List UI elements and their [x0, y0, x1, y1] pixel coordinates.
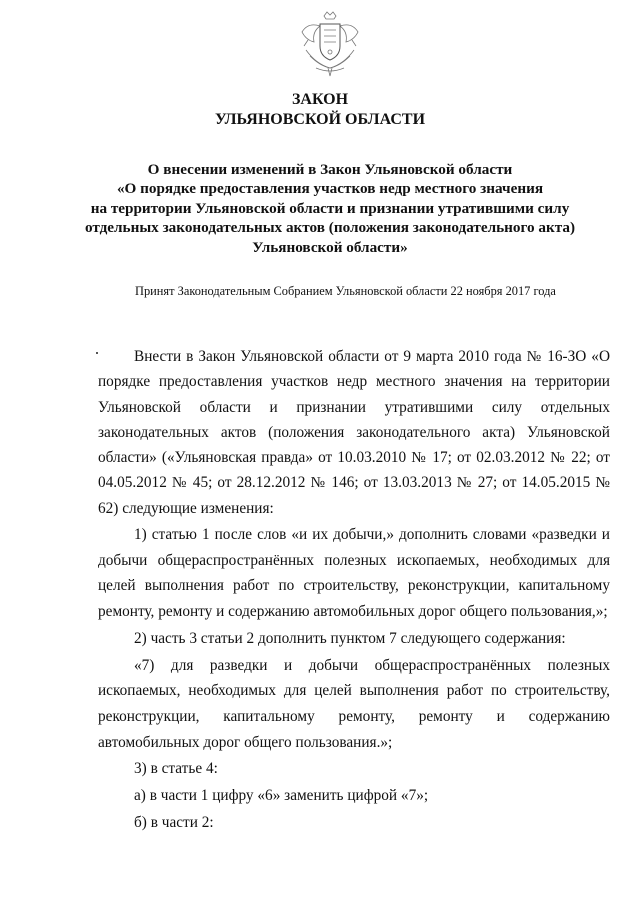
item-3a-paragraph: а) в части 1 цифру «6» заменить цифрой «7»;	[134, 787, 429, 805]
law-body	[98, 344, 610, 836]
subject-line: «О порядке предоставления участков недр местного значения	[116, 180, 544, 198]
law-subject	[60, 160, 600, 257]
subject-line: О внесении изменений в Закон Ульяновской области	[147, 161, 513, 178]
item-1-paragraph: 1) статью 1 после слов «и их добычи,» дополнить словами «разведки и добычи общераспространённых полезных ископаемых, необходимых для целей выполнения работ по строительству, реконструкции, капитальному ремонту, ремонту и содержанию автомобильных дорог общего пользования,»;	[98, 526, 610, 621]
adoption-note: Принят Законодательным Собранием Ульяновской области 22 ноября 2017 года	[135, 284, 556, 298]
item-2-paragraph: 2) часть 3 статьи 2 дополнить пунктом 7 следующего содержания:	[134, 629, 566, 647]
subject-line: на территории Ульяновской области и признании утратившими силу	[90, 199, 570, 217]
subject-line: отдельных законодательных актов (положения законодательного акта)	[84, 219, 576, 237]
item-3b-paragraph: б) в части 2:	[134, 813, 214, 831]
region-title: УЛЬЯНОВСКОЙ ОБЛАСТИ	[214, 111, 426, 128]
law-title: ЗАКОН	[291, 91, 349, 108]
intro-paragraph: Внести в Закон Ульяновской области от 9 марта 2010 года № 16-ЗО «О порядке предоставления участков недр местного значения на территории Ульяновской области и признании утратившими силу отдельных законодательных актов (положения законодательного акта) Ульяновской области» («Ульяновская правда» от 10.03.2010 № 17; от 02.03.2012 № 22; от 04.05.2012 № 45; от 28.12.2012 № 146; от 13.03.2013 № 27; от 14.05.2015 № 62) следующие изменения:	[98, 348, 610, 517]
subject-line: Ульяновской области»	[252, 238, 408, 256]
item-3-paragraph: 3) в статье 4:	[134, 760, 218, 778]
coat-of-arms-icon	[298, 10, 362, 78]
item-2-quote-paragraph: «7) для разведки и добычи общераспространённых полезных ископаемых, необходимых для целей выполнения работ по строительству, реконструкции, капитальному ремонту, ремонту и содержанию автомобильных дорог общего пользования.»;	[98, 656, 610, 751]
